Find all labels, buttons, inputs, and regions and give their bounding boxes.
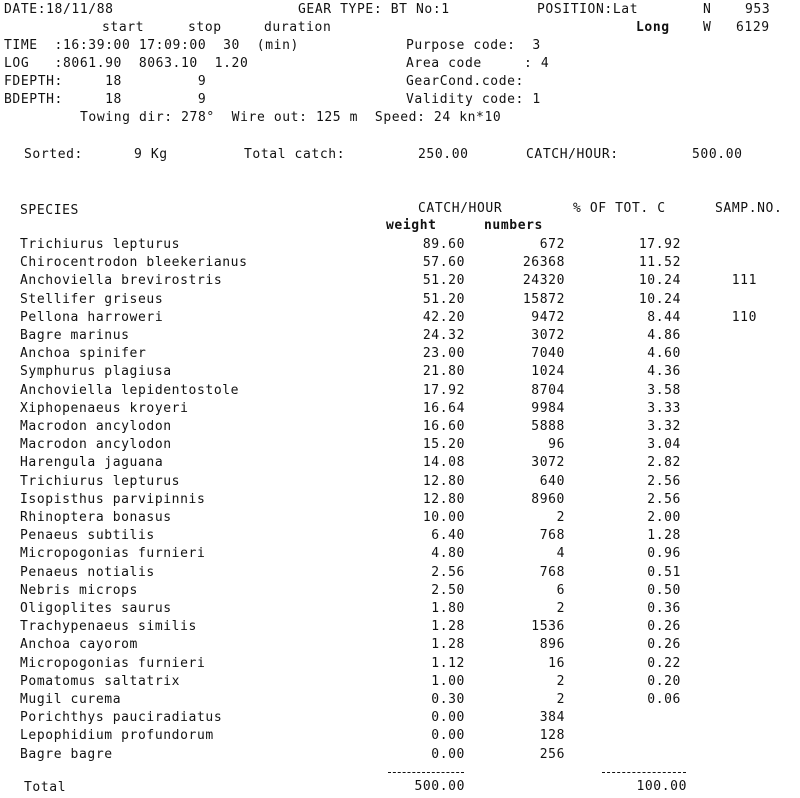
pct-value: 4.86 [647,328,681,343]
species-header: SPECIES [20,203,79,218]
species-name: Harengula jaguana [20,455,164,470]
weight-value: 1.12 [431,656,465,671]
numbers-value: 7040 [531,346,565,361]
lat-direction: N [703,2,712,17]
pct-value: 11.52 [638,255,681,270]
weight-value: 16.64 [422,401,465,416]
pct-value: 0.50 [647,583,681,598]
pct-value: 2.56 [647,492,681,507]
total-label: Total [24,780,67,795]
numbers-value: 2 [556,510,565,525]
species-name: Stellifer griseus [20,292,164,307]
weight-value: 12.80 [422,492,465,507]
numbers-value: 9984 [531,401,565,416]
numbers-value: 8960 [531,492,565,507]
numbers-value: 672 [539,237,565,252]
numbers-value: 15872 [522,292,565,307]
total-catch-value: 250.00 [418,147,469,162]
pct-value: 3.58 [647,383,681,398]
species-name: Symphurus plagiusa [20,364,172,379]
species-name: Pellona harroweri [20,310,164,325]
pct-value: 0.36 [647,601,681,616]
weight-value: 10.00 [422,510,465,525]
samp-value: 111 [731,273,757,288]
numbers-value: 9472 [531,310,565,325]
long-direction: W [703,20,712,35]
numbers-value: 4 [556,546,565,561]
weight-value: 6.40 [431,528,465,543]
pct-value: 4.36 [647,364,681,379]
species-name: Isopisthus parvipinnis [20,492,206,507]
catch-hour-header: CATCH/HOUR [418,201,503,216]
species-name: Macrodon ancylodon [20,437,172,452]
species-name: Porichthys pauciradiatus [20,710,223,725]
pct-value: 2.00 [647,510,681,525]
catch-hour-label: CATCH/HOUR: [526,147,619,162]
species-name: Micropogonias furnieri [20,656,206,671]
weight-value: 21.80 [422,364,465,379]
catch-hour-value: 500.00 [692,147,743,162]
weight-value: 24.32 [422,328,465,343]
weight-value: 89.60 [422,237,465,252]
total-weight: 500.00 [414,779,465,794]
pct-value: 2.82 [647,455,681,470]
weight-value: 0.30 [431,692,465,707]
weight-value: 12.80 [422,474,465,489]
pct-value: 3.04 [647,437,681,452]
weight-value: 1.00 [431,674,465,689]
species-name: Micropogonias furnieri [20,546,206,561]
numbers-value: 768 [539,565,565,580]
total-catch-label: Total catch: [244,147,346,162]
weight-value: 2.56 [431,565,465,580]
species-name: Penaeus subtilis [20,528,155,543]
weight-value: 1.28 [431,619,465,634]
weight-value: 23.00 [422,346,465,361]
weight-value: 15.20 [422,437,465,452]
weight-value: 14.08 [422,455,465,470]
date-field: DATE:18/11/88 [4,2,114,17]
numbers-value: 1536 [531,619,565,634]
pct-value: 0.22 [647,656,681,671]
pct-value: 0.96 [647,546,681,561]
species-name: Trichiurus lepturus [20,474,181,489]
samp-value: 110 [731,310,757,325]
numbers-value: 8704 [531,383,565,398]
numbers-value: 896 [539,637,565,652]
pct-value: 0.51 [647,565,681,580]
species-name: Oligoplites saurus [20,601,172,616]
pct-value: 0.06 [647,692,681,707]
pct-value: 0.26 [647,619,681,634]
pct-value: 17.92 [638,237,681,252]
species-name: Chirocentrodon bleekerianus [20,255,248,270]
weight-total-rule [388,772,464,773]
weight-value: 51.20 [422,273,465,288]
species-name: Macrodon ancylodon [20,419,172,434]
pct-value: 4.60 [647,346,681,361]
species-name: Anchoa spinifer [20,346,147,361]
numbers-value: 640 [539,474,565,489]
numbers-value: 1024 [531,364,565,379]
species-name: Anchoa cayorom [20,637,138,652]
weight-value: 51.20 [422,292,465,307]
gearcond-code: GearCond.code: [406,74,524,89]
lat-value: 953 [745,2,771,17]
purpose-code: Purpose code: 3 [406,38,541,53]
species-name: Bagre marinus [20,328,130,343]
weight-value: 2.50 [431,583,465,598]
species-name: Anchoviella lepidentostole [20,383,240,398]
weight-value: 17.92 [422,383,465,398]
numbers-value: 5888 [531,419,565,434]
species-name: Trichiurus lepturus [20,237,181,252]
numbers-value: 2 [556,601,565,616]
time-line: TIME :16:39:00 17:09:00 30 (min) [4,38,299,53]
pct-value: 0.26 [647,637,681,652]
long-value: 6129 [736,20,770,35]
col-stop-label: stop [188,20,222,35]
pct-value: 3.33 [647,401,681,416]
long-label: Long [636,20,670,35]
col-start-label: start [102,20,145,35]
numbers-value: 2 [556,692,565,707]
towing-line: Towing dir: 278° Wire out: 125 m Speed: 24 kn*10 [80,110,502,125]
numbers-value: 128 [539,728,565,743]
numbers-value: 2 [556,674,565,689]
species-name: Pomatomus saltatrix [20,674,181,689]
numbers-value: 384 [539,710,565,725]
pct-value: 2.56 [647,474,681,489]
pct-value: 10.24 [638,292,681,307]
numbers-value: 3072 [531,328,565,343]
species-name: Bagre bagre [20,747,113,762]
pct-value: 1.28 [647,528,681,543]
species-name: Trachypenaeus similis [20,619,197,634]
pct-value: 0.20 [647,674,681,689]
pct-header: % OF TOT. C [573,201,666,216]
sorted-label: Sorted: [24,147,83,162]
fdepth-line: FDEPTH: 18 9 [4,74,207,89]
numbers-value: 6 [556,583,565,598]
weight-value: 1.80 [431,601,465,616]
numbers-value: 24320 [522,273,565,288]
validity-code: Validity code: 1 [406,92,541,107]
pct-value: 8.44 [647,310,681,325]
species-name: Mugil curema [20,692,122,707]
species-name: Xiphopenaeus kroyeri [20,401,189,416]
weight-value: 0.00 [431,728,465,743]
weight-value: 0.00 [431,747,465,762]
position-label: POSITION:Lat [537,2,639,17]
total-pct: 100.00 [636,779,687,794]
weight-value: 0.00 [431,710,465,725]
sorted-value: 9 Kg [134,147,168,162]
species-name: Anchoviella brevirostris [20,273,223,288]
bdepth-line: BDEPTH: 18 9 [4,92,207,107]
weight-value: 1.28 [431,637,465,652]
pct-value: 3.32 [647,419,681,434]
area-code: Area code : 4 [406,56,550,71]
numbers-value: 96 [548,437,565,452]
pct-total-rule [602,772,686,773]
numbers-header: numbers [484,218,543,233]
col-duration-label: duration [264,20,332,35]
species-name: Nebris microps [20,583,138,598]
species-name: Rhinoptera bonasus [20,510,172,525]
numbers-value: 256 [539,747,565,762]
samp-header: SAMP.NO. [715,201,783,216]
weight-header: weight [386,218,437,233]
log-line: LOG :8061.90 8063.10 1.20 [4,56,249,71]
numbers-value: 16 [548,656,565,671]
numbers-value: 3072 [531,455,565,470]
numbers-value: 26368 [522,255,565,270]
species-name: Penaeus notialis [20,565,155,580]
weight-value: 4.80 [431,546,465,561]
weight-value: 57.60 [422,255,465,270]
pct-value: 10.24 [638,273,681,288]
weight-value: 42.20 [422,310,465,325]
species-name: Lepophidium profundorum [20,728,214,743]
numbers-value: 768 [539,528,565,543]
weight-value: 16.60 [422,419,465,434]
gear-type-field: GEAR TYPE: BT No:1 [298,2,450,17]
